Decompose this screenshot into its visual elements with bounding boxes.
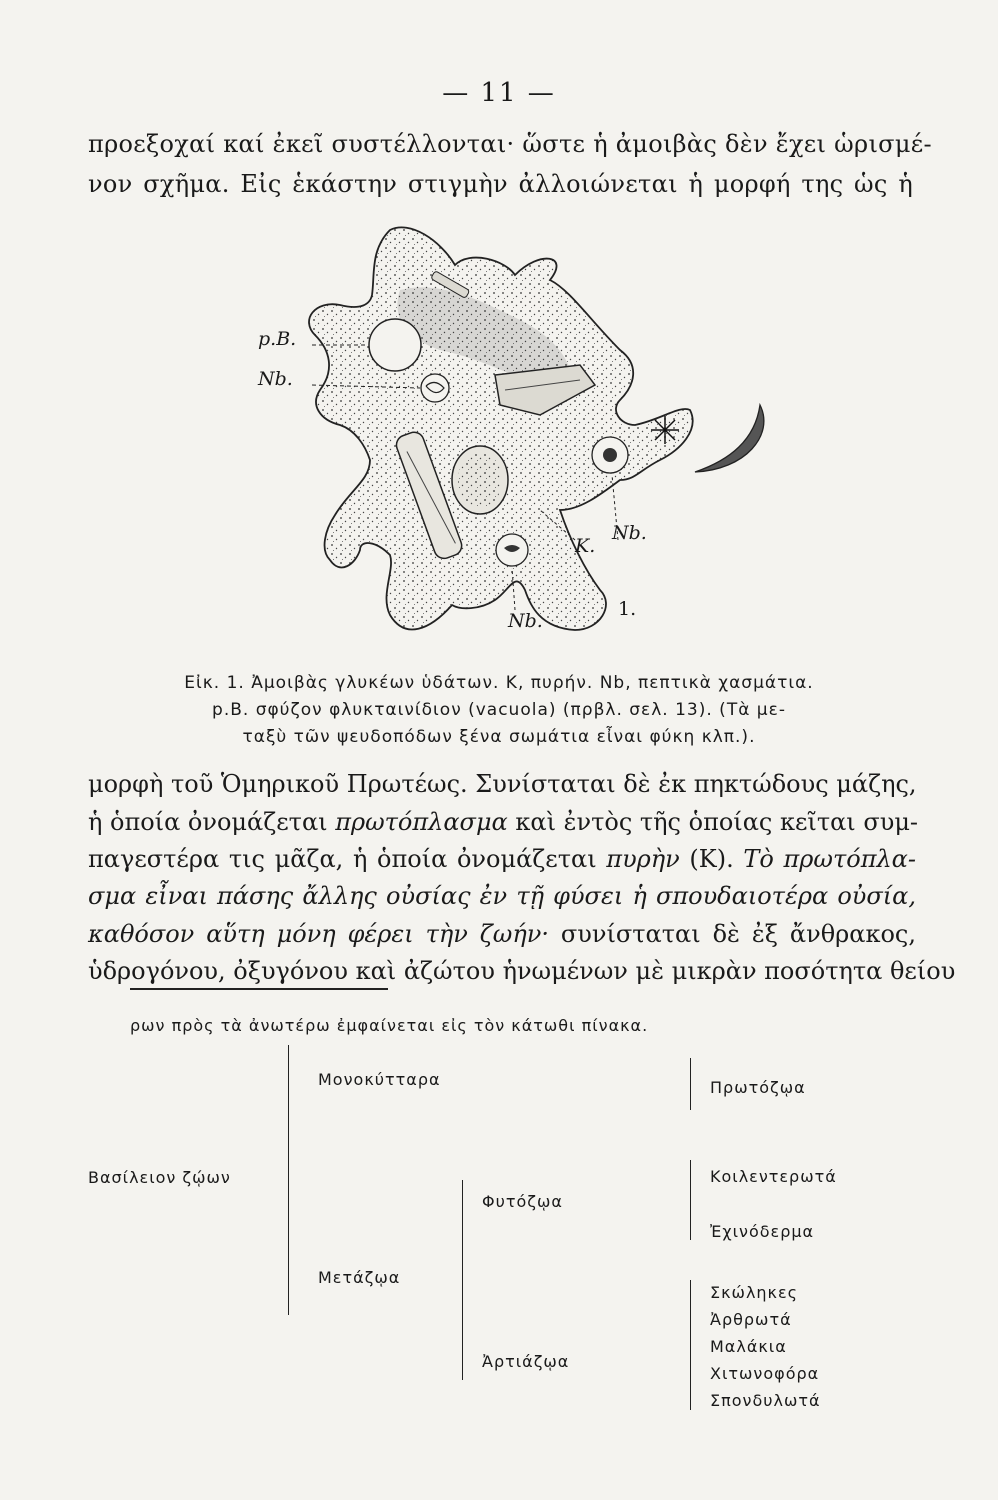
digestive-vacuole-1 <box>421 374 449 402</box>
body-line-4: σμα εἶναι πάσης ἄλλης οὐσίας ἐν τῇ φύσει ἡ σπουδαιοτέρα οὐσία, <box>88 882 916 910</box>
contractile-vacuole <box>369 319 421 371</box>
label-nb-right: Nb. <box>612 522 647 544</box>
tree-group-4: Χιτωνοφόρα <box>710 1364 820 1383</box>
tree-echinoderma: Ἐχινόδερμα <box>710 1222 815 1241</box>
tree-root: Βασίλειον ζῴων <box>88 1168 231 1187</box>
bracket-protozoa <box>690 1058 691 1110</box>
term-protoplasm: πρωτόπλασμα <box>335 808 508 836</box>
amoeba-illustration <box>240 210 780 660</box>
body-line-1: μορφὴ τοῦ Ὁμηρικοῦ Πρωτέως. Συνίσταται δὲ ἐκ πηκτώδους μάζης, <box>88 770 917 798</box>
bracket-metazoa <box>462 1180 463 1380</box>
term-nucleus: πυρὴν <box>606 845 680 873</box>
amoeba-figure <box>240 210 780 660</box>
label-nb-left: Nb. <box>258 368 293 390</box>
tree-metazoa: Μετάζῳα <box>318 1268 401 1287</box>
label-pb: p.B. <box>258 328 297 350</box>
footnote-rule <box>130 988 388 990</box>
tree-monokyttara: Μονοκύτταρα <box>318 1070 441 1089</box>
tree-group-2: Ἀρθρωτά <box>710 1310 792 1329</box>
top-text-line-2: νον σχῆμα. Εἰς ἑκάστην στιγμὴν ἀλλοιώνεται ἡ μορφή της ὡς ἡ <box>88 170 913 198</box>
bracket-artiazoa <box>690 1280 691 1410</box>
body-line-5: καθόσον αὕτη μόνη φέρει τὴν ζωήν· συνίσταται δὲ ἐξ ἄνθρακος, <box>88 920 916 948</box>
amoeba-body <box>309 227 693 630</box>
crescent-alga <box>695 405 764 472</box>
caption-line-3: ταξὺ τῶν ψευδοπόδων ξένα σωμάτια εἶναι φύκη κλπ.). <box>242 727 756 747</box>
tree-group-1: Σκώληκες <box>710 1283 799 1302</box>
tree-group-3: Μαλάκια <box>710 1337 787 1356</box>
tree-phytozoa: Φυτόζῳα <box>482 1192 563 1211</box>
tree-koilenterota: Κοιλεντερωτά <box>710 1167 837 1186</box>
body-line-2: ἡ ὁποία ὀνομάζεται πρωτόπλασμα καὶ ἐντὸς τῆς ὁποίας κεῖται συμ- <box>88 808 919 836</box>
label-k: K. <box>575 535 596 557</box>
figure-number: 1. <box>618 598 637 620</box>
top-text-line-1: προεξοχαί καί ἐκεῖ συστέλλονται· ὥστε ἡ ἀμοιβὰς δὲν ἔχει ὡρισμέ- <box>88 130 932 158</box>
tree-artiazoa: Ἀρτιάζῳα <box>482 1352 570 1371</box>
caption-line-2: p.B. σφύζον φλυκταινίδιον (vacuola) (πρβλ. σελ. 13). (Τὰ με- <box>212 700 786 720</box>
footnote-text: ρων πρὸς τὰ ἀνωτέρω ἐμφαίνεται εἰς τὸν κάτωθι πίνακα. <box>130 1016 649 1035</box>
star-particle <box>651 416 679 444</box>
bracket-root <box>288 1045 289 1315</box>
tree-protozoa: Πρωτόζῳα <box>710 1078 806 1097</box>
body-line-6: ὑδρογόνου, ὀξυγόνου καὶ ἀζώτου ἡνωμένων μὲ μικρὰν ποσότητα θείου <box>88 957 956 985</box>
bracket-phytozoa <box>690 1160 691 1240</box>
label-nb-bottom: Nb. <box>508 610 543 632</box>
page-number: — 11 — <box>442 78 556 108</box>
caption-line-1: Εἰκ. 1. Ἀμοιβὰς γλυκέων ὑδάτων. K, πυρήν. Nb, πεπτικὰ χασμάτια. <box>184 673 814 693</box>
body-line-3: παγεστέρα τις μᾶζα, ἡ ὁποία ὀνομάζεται πυρὴν (K). Τὸ πρωτόπλα- <box>88 845 917 873</box>
tree-group-5: Σπονδυλωτά <box>710 1391 821 1410</box>
